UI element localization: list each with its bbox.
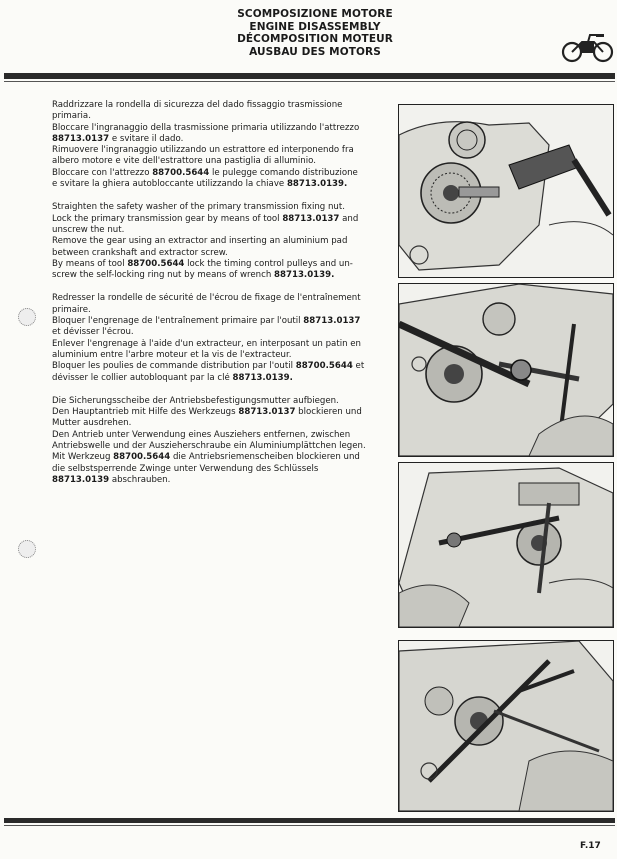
text-segment: albero motore e vite dell'estrattore una pastiglia di alluminio. — [52, 156, 316, 167]
text-segment: Bloccare con l'attrezzo — [52, 167, 153, 178]
text-line — [52, 475, 388, 486]
text-line — [52, 350, 388, 361]
figure-ring-nut-wrench — [398, 640, 614, 812]
text-segment: Enlever l'engrenage à l'aide d'un extracteur, en interposant un patin en — [52, 338, 361, 349]
text-line — [52, 396, 388, 407]
text-segment: e svitare la ghiera autobloccante utilizzando la chiave — [52, 179, 287, 190]
page-header — [180, 8, 450, 58]
text-line — [52, 179, 388, 190]
instructions-column — [52, 100, 388, 498]
text-line — [52, 430, 388, 441]
text-segment: Remove the gear using an extractor and inserting an aluminium pad — [52, 236, 348, 247]
text-segment: Lock the primary transmission gear by means of tool — [52, 213, 283, 224]
text-line — [52, 123, 388, 134]
text-segment: Mit Werkzeug — [52, 452, 114, 463]
text-segment: Raddrizzare la rondella di sicurezza del dado fissaggio trasmissione — [52, 100, 343, 110]
text-segment: et — [352, 361, 365, 372]
title-french: DÉCOMPOSITION MOTEUR — [237, 33, 393, 45]
tool-code: 88700.5644 — [295, 361, 353, 372]
text-segment: unscrew the nut. — [52, 224, 125, 235]
text-segment: Bloquer l'engrenage de l'entraînement primaire par l'outil — [52, 316, 304, 327]
text-segment: Mutter ausdrehen. — [52, 418, 132, 429]
text-segment: et dévisser l'écrou. — [52, 327, 134, 338]
tool-code: 88713.0137 — [282, 213, 340, 224]
title-english: ENGINE DISASSEMBLY — [249, 20, 381, 33]
text-line — [52, 464, 388, 475]
text-line — [52, 418, 388, 429]
text-segment: e svitare il dado. — [109, 133, 184, 144]
header-rule-thin — [4, 81, 615, 82]
text-line — [52, 168, 388, 179]
tool-code: 88700.5644 — [113, 452, 171, 463]
text-line — [52, 293, 388, 304]
tool-code: 88700.5644 — [127, 258, 185, 269]
text-line — [52, 316, 388, 327]
header-rule — [4, 73, 615, 79]
text-segment: Rimuovere l'ingranaggio utilizzando un estrattore ed interponendo fra — [52, 145, 354, 156]
text-line — [52, 145, 388, 156]
tool-code: 88713.0139. — [232, 372, 293, 383]
tool-code: 88700.5644 — [152, 167, 210, 178]
footer-rule-thin — [4, 825, 615, 826]
text-segment: Den Hauptantrieb mit Hilfe des Werkzeugs — [52, 407, 239, 418]
text-line — [52, 225, 388, 236]
text-line — [52, 373, 388, 384]
text-segment: primaria. — [52, 111, 91, 122]
tool-code: 88713.0139. — [274, 270, 335, 281]
tool-code: 88713.0139. — [286, 179, 348, 190]
text-segment: By means of tool — [52, 258, 128, 269]
paragraph-french — [52, 293, 388, 383]
text-line — [52, 259, 388, 270]
text-segment: Bloquer les poulies de commande distribution par l'outil — [52, 361, 296, 372]
tool-code: 88713.0137 — [303, 316, 361, 327]
figure-pulley-lock — [398, 462, 614, 628]
text-segment: die Antriebsriemenscheiben blockieren und — [170, 452, 360, 463]
footer-rule — [4, 818, 615, 823]
figure-gear-lock — [398, 104, 614, 278]
text-segment: die selbstsperrende Zwinge unter Verwendung des Schlüssels — [52, 463, 319, 474]
text-line — [52, 100, 388, 111]
paragraph-italian — [52, 100, 388, 190]
tool-code: 88713.0137 — [52, 133, 110, 144]
text-line — [52, 361, 388, 372]
figure-gear-extractor — [398, 283, 614, 457]
text-segment: screw the self-locking ring nut by means of wrench — [52, 270, 275, 281]
text-line — [52, 339, 388, 350]
text-segment: Straighten the safety washer of the primary transmission fixing nut. — [52, 202, 345, 213]
binder-hole — [18, 540, 36, 558]
paragraph-english — [52, 202, 388, 281]
text-segment: between crankshaft and extractor screw. — [52, 247, 228, 258]
title-german: AUSBAU DES MOTORS — [249, 45, 381, 58]
text-segment: Redresser la rondelle de sécurité de l'écrou de fixage de l'entraînement — [52, 293, 361, 304]
text-line — [52, 156, 388, 167]
text-line — [52, 327, 388, 338]
text-line — [52, 236, 388, 247]
motorcycle-engine-icon — [560, 30, 614, 64]
text-segment: Den Antrieb unter Verwendung eines Ausziehers entfernen, zwischen — [52, 429, 351, 440]
text-segment: Antriebswelle und der Auszieherschraube ein Aluminiumplättchen legen. — [52, 441, 366, 452]
text-line — [52, 248, 388, 259]
text-segment: abschrauben. — [109, 474, 171, 485]
text-segment: le pulegge comando distribuzione — [209, 167, 358, 178]
text-segment: and — [339, 213, 359, 224]
text-line — [52, 134, 388, 145]
text-segment: blockieren und — [295, 407, 362, 418]
text-line — [52, 270, 388, 281]
text-segment: Die Sicherungsscheibe der Antriebsbefestigungsmutter aufbiegen. — [52, 395, 339, 406]
text-segment: primaire. — [52, 304, 91, 315]
binder-hole — [18, 308, 36, 326]
title-italian: SCOMPOSIZIONE MOTORE — [237, 8, 393, 20]
text-segment: aluminium entre l'arbre moteur et la vis de l'extracteur. — [52, 349, 292, 360]
text-line — [52, 452, 388, 463]
text-line — [52, 111, 388, 122]
text-line — [52, 214, 388, 225]
text-segment: lock the timing control pulleys and un- — [184, 258, 353, 269]
paragraph-german — [52, 396, 388, 486]
tool-code: 88713.0137 — [238, 407, 296, 418]
text-line — [52, 202, 388, 213]
text-line — [52, 407, 388, 418]
tool-code: 88713.0139 — [52, 474, 110, 485]
text-segment: Bloccare l'ingranaggio della trasmissione primaria utilizzando l'attrezzo — [52, 122, 360, 133]
text-line — [52, 441, 388, 452]
text-segment: dévisser le collier autobloquant par la clé — [52, 372, 233, 383]
text-line — [52, 305, 388, 316]
page-number: F.17 — [580, 841, 601, 851]
